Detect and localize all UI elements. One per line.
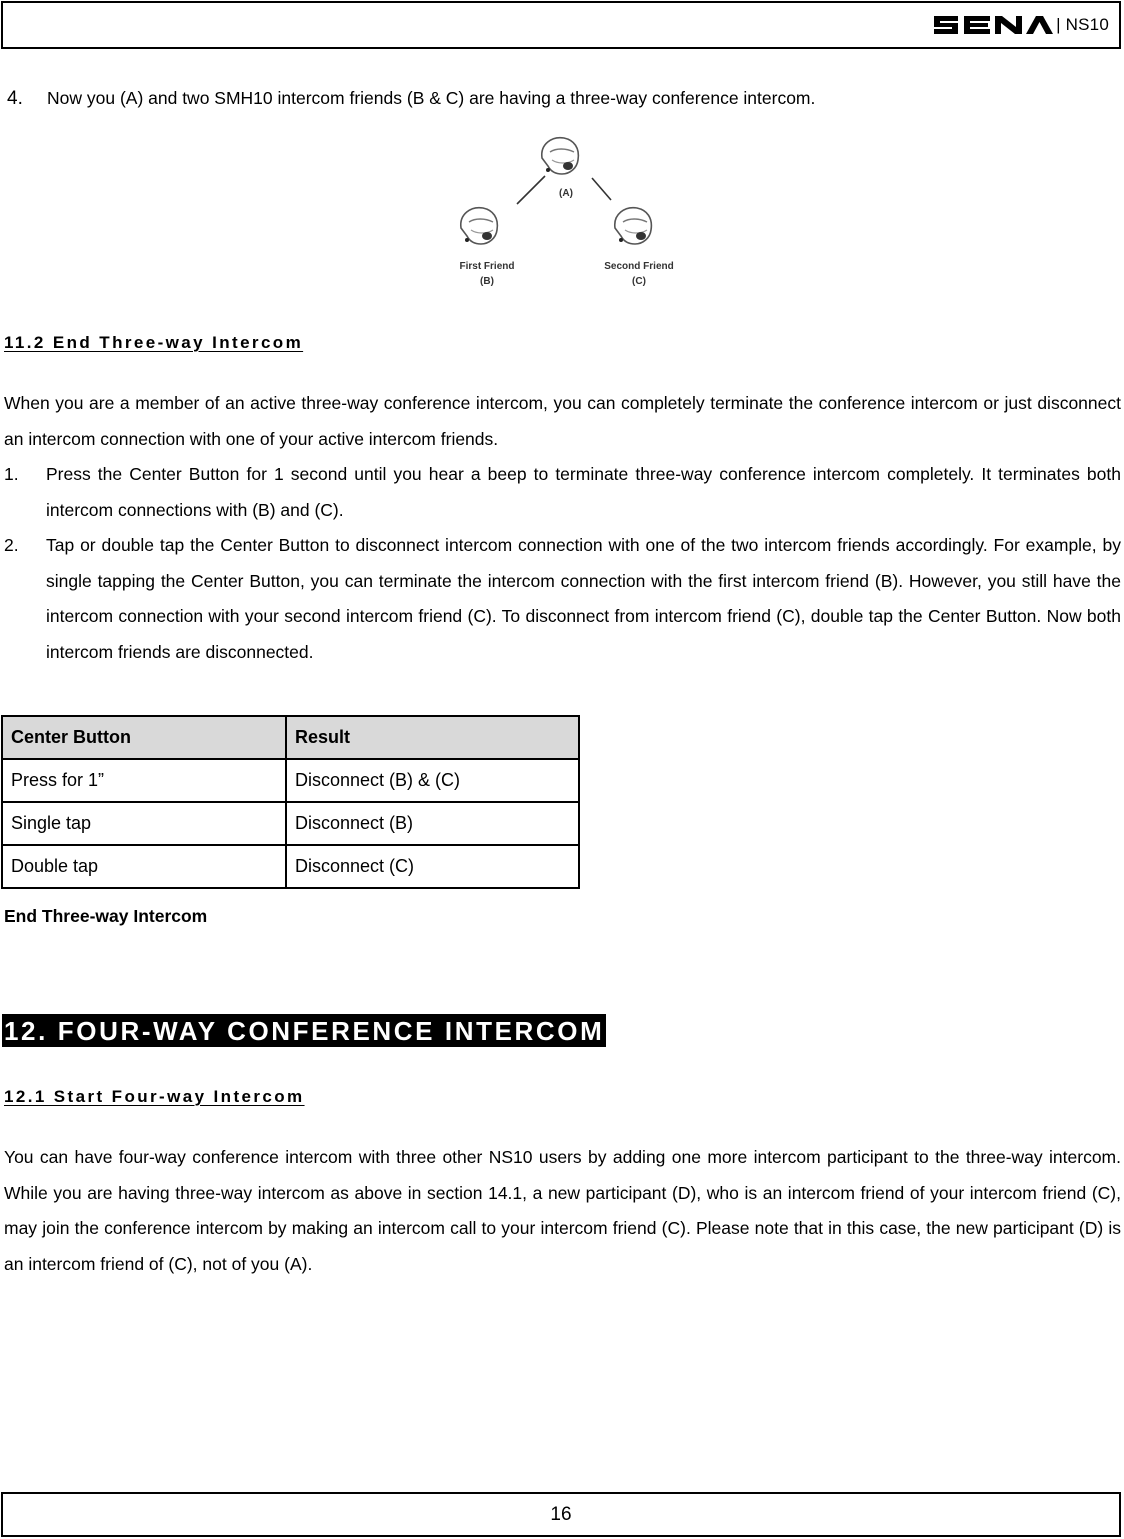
section-11-2-intro: When you are a member of an active three-way conference intercom, you can completely terminate the conference intercom or just disconnect an intercom connection with one of your active intercom friends.: [4, 393, 1121, 449]
list-item-text: Press the Center Button for 1 second until you hear a beep to terminate three-way conference intercom completely. It terminates both intercom connections with (B) and (C).: [46, 464, 1121, 520]
step-4-number: 4.: [7, 88, 23, 109]
figure-label-b-line1: First Friend: [459, 261, 515, 272]
helmet-a-icon: [542, 138, 579, 174]
table-row: [2, 845, 579, 888]
step-4: [7, 88, 815, 110]
page-number: 16: [550, 1504, 572, 1525]
three-way-intercom-figure: [445, 118, 695, 296]
table-cell: Single tap: [2, 802, 286, 845]
list-item-text: Tap or double tap the Center Button to disconnect intercom connection with one of the two intercom friends accordingly. For example, by single tapping the Center Button, you can terminate the intercom connection with the first intercom friend (B). However, you still have the intercom connection with your second intercom friend (C). To disconnect from intercom friend (C), double tap the Center Button. Now both intercom friends are disconnected.: [46, 535, 1121, 662]
section-12-1-text: You can have four-way conference intercom with three other NS10 users by adding one more intercom participant to the three-way intercom. While you are having three-way intercom as above in section 14.1, a new participant (D), who is an intercom friend of your intercom friend (C), may join the conference intercom by making an intercom call to your intercom friend (C). Please note that in this case, the new participant (D) is an intercom friend of (C), not of you (A).: [4, 1147, 1121, 1274]
step-4-text: Now you (A) and two SMH10 intercom friends (B & C) are having a three-way conference intercom.: [47, 88, 816, 108]
helmet-b-icon: [461, 208, 498, 244]
page-header: [1, 1, 1121, 49]
table-header-cell: Result: [286, 716, 579, 759]
table-cell: Double tap: [2, 845, 286, 888]
figure-label-c-line1: Second Friend: [604, 261, 674, 272]
header-brand: [932, 12, 1109, 38]
section-11-2-heading: 11.2 End Three-way Intercom: [4, 333, 304, 352]
table-row: [2, 759, 579, 802]
helmet-c-icon: [615, 208, 652, 244]
table-header-row: [2, 716, 579, 759]
section-11-2-list: [4, 457, 1121, 671]
header-model-label: | NS10: [1056, 15, 1109, 34]
center-button-table: [1, 715, 580, 889]
table-cell: Disconnect (C): [286, 845, 579, 888]
section-12-1-heading: 12.1 Start Four-way Intercom: [4, 1087, 305, 1106]
table-row: [2, 802, 579, 845]
figure-label-b-line2: (B): [480, 276, 494, 287]
page-footer: [1, 1492, 1121, 1537]
table-cell: Disconnect (B): [286, 802, 579, 845]
figure-label-c-line2: (C): [632, 276, 646, 287]
section-12-heading: 12. FOUR-WAY CONFERENCE INTERCOM: [4, 1016, 605, 1046]
table-header-cell: Center Button: [2, 716, 286, 759]
list-item: [4, 457, 1121, 528]
list-item-number: 1.: [4, 464, 19, 484]
table-cell: Disconnect (B) & (C): [286, 759, 579, 802]
figure-label-a: (A): [559, 188, 573, 199]
table-caption: End Three-way Intercom: [4, 906, 208, 926]
sena-logo-icon: [932, 12, 1054, 38]
list-item-number: 2.: [4, 535, 19, 556]
list-item: [4, 528, 1121, 670]
table-cell: Press for 1”: [2, 759, 286, 802]
